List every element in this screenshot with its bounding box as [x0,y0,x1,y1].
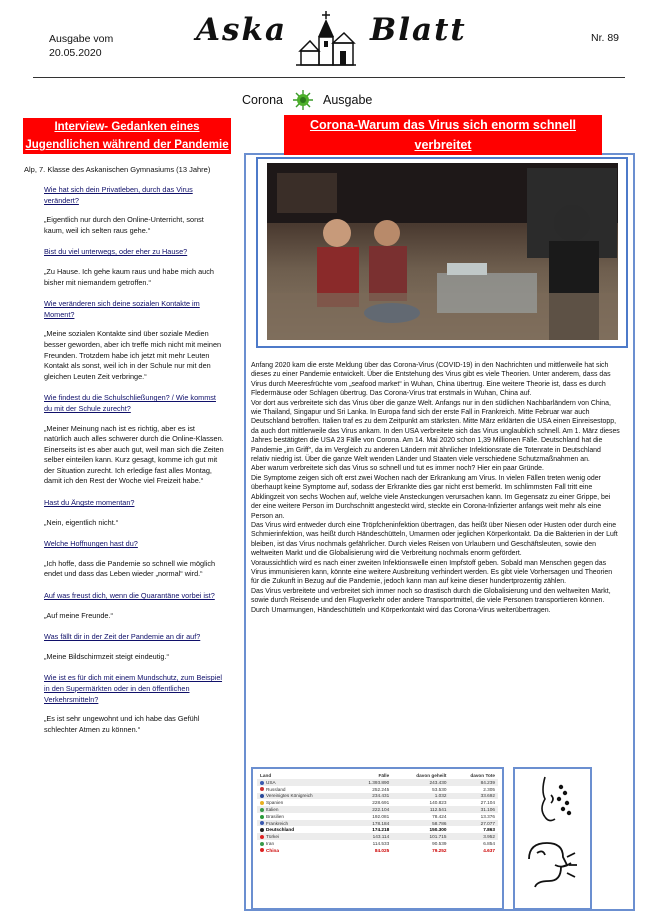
article-paragraph: Das Virus wird entweder durch eine Tröpfcheninfektion übertragen, das heißt über Niesen oder Husten oder durch eine Schmierinfektion, was heißt durch Händeschütteln, Umarmen oder jeglichen Körperkontakt. Da die Bakterien in der Luft bleiben, ist das Virus nochmals gefährlicher. Durch vieles Reisen von Urlaubern und Geschäftsleuten, sowie den weltweiten Markt und die Globalisierung wird die Verbreitung nochmals enorm gefördert. [251,521,618,558]
flag-icon [260,787,264,791]
flag-icon [260,835,264,839]
interview-body [44,185,224,746]
interview-answer: „Zu Hause. Ich gehe kaum raus und habe mich auch bisher mit niemandem getroffen.“ [44,266,214,287]
flag-icon [260,808,264,812]
cell-deaths-text: 33.692 [480,793,495,799]
cell-recovered-text: 1.032 [434,793,447,799]
cell-recovered [392,833,449,840]
article-paragraph: Das Virus verbreitete und verbreitet sich immer noch so drastisch durch die Globalisierung und den weltweiten Markt, sowie durch Reisende und den Flugverkehr oder andere Transportmittel, die viele Personen transportieren können. Durch Umarmungen, Händeschütteln und Körperkontakt wird das Corona-Virus weiterübertragen. [251,587,611,614]
interview-answer: „Ich hoffe, dass die Pandemie so schnell wie möglich endet und dass das Leben wieder „normal“ wird.“ [44,558,216,579]
edition-label-right: Ausgabe [323,93,373,107]
cell-recovered [392,793,449,800]
cell-recovered [392,779,449,786]
interview-answer: „Nein, eigentlich nicht.“ [44,517,119,527]
header-land: Land [260,773,272,778]
table-row [257,833,498,840]
issue-date: 20.05.2020 [49,47,102,59]
cell-country [257,806,350,813]
cell-country [257,786,350,793]
article-heading [284,115,602,155]
cell-recovered [392,813,449,820]
interview-answer: „Meine Bildschirmzeit steigt eindeutig.“ [44,651,169,661]
cell-country-text: Russland [266,786,286,792]
cell-deaths-text: 3.952 [483,834,495,840]
cell-country-text: Spanien [266,800,284,806]
cell-deaths-text: 27.104 [480,800,495,806]
cell-cases [350,826,392,833]
interview-question: Bist du viel unterwegs, oder eher zu Hause? [44,247,188,257]
cell-cases [350,820,392,827]
cell-country-text: Frankreich [266,820,289,826]
cell-country-text: Türkei [266,834,280,840]
table-row [257,813,498,820]
cell-cases [350,806,392,813]
corona-stats-table [257,772,498,854]
cell-recovered [392,847,449,854]
cell-country-text: Vereinigtes Königreich [266,793,313,799]
interview-answer: „Eigentlich nur durch den Online-Unterricht, sonst kaum, weil ich selten raus gehe.“ [44,215,204,235]
cell-recovered-text: 101.715 [429,834,447,840]
cell-recovered-text: 150.300 [429,827,447,833]
cell-cases [350,840,392,847]
interviewee-line: Alp, 7. Klasse des Askanischen Gymnasiums (13 Jahre) [24,165,211,174]
cell-cases-text: 1.393.890 [368,779,390,785]
cell-cases-text: 222.104 [372,807,390,813]
interview-question: Wie hat sich dein Privatleben, durch das Virus verändert? [44,185,193,205]
article-paragraph: Anfang 2020 kam die erste Meldung über das Corona-Virus (COVID-19) in den Nachrichten und mittlerweile hat sich dieses zu einer Pandemie entwickelt. Über die Entstehung des Virus gibt es viele Theorien. Unter anderem, dass das Virus durch Meeresfrüchte vom „seafood market“ in Wuhan, China übertrug. Eine weitere Theorie ist, dass es durch Fledermäuse oder Schlagen übertrug. Das Corona-Virus trat erstmals in Wuhan, China auf. [251,362,611,398]
interview-question: Wie veränderen sich deine sozialen Kontakte im Moment? [44,299,200,319]
cell-country-text: Italien [266,807,279,813]
cell-cases [350,847,392,854]
cell-cases-text: 234.431 [372,793,390,799]
interview-heading-line2: Jugendlichen während der Pandemie [25,139,229,151]
cell-country [257,813,350,820]
table-row [257,793,498,800]
cell-cases [350,813,392,820]
cell-deaths [449,779,498,786]
cell-deaths [449,799,498,806]
virus-icon [291,89,315,111]
cell-deaths [449,813,498,820]
table-row [257,847,498,854]
article-body [251,361,621,615]
flag-icon [260,801,264,805]
stats-body [257,779,498,854]
cell-deaths-text: 2.305 [483,786,495,792]
cell-deaths-text: 7.863 [483,827,495,833]
cell-recovered-text: 112.541 [429,807,447,813]
interview-question: Hast du Ängste momentan? [44,498,135,508]
cell-cases [350,786,392,793]
cell-deaths [449,793,498,800]
cell-deaths [449,820,498,827]
cell-deaths [449,826,498,833]
cell-deaths [449,847,498,854]
flag-icon [260,821,264,825]
cell-recovered-text: 90.539 [432,840,447,846]
table-header-row [257,772,498,779]
cell-country [257,779,350,786]
cell-cases [350,799,392,806]
interview-question: Auf was freust dich, wenn die Quarantäne vorbei ist? [44,591,215,601]
cell-country-text: Deutschland [266,827,295,833]
cell-country-text: Iran [266,840,275,846]
cell-recovered-text: 79.252 [432,847,447,853]
cell-deaths-text: 13.376 [480,813,495,819]
table-row [257,799,498,806]
cell-recovered [392,826,449,833]
table-row [257,840,498,847]
edition-line [242,89,372,111]
cell-cases-text: 178.184 [372,820,390,826]
cell-deaths-text: 4.637 [483,847,495,853]
cough-icon [529,843,577,887]
flag-icon [260,848,264,852]
cell-cases-text: 114.533 [372,840,390,846]
cell-country-text: China [266,847,280,853]
sneeze-cough-icons [515,769,590,908]
masthead-title-right: Blatt [370,12,467,48]
table-row [257,786,498,793]
cell-recovered [392,786,449,793]
issue-label: Ausgabe vom [49,33,114,45]
cell-recovered [392,820,449,827]
church-logo [296,11,356,67]
interview-answer: „Meine sozialen Kontakte sind über soziale Medien besser geworden, aber ich treffe mich nicht mit meinen Freunden. Trotzdem habe ich jetzt mit mehr Leuten Kontakt als sonst, weil ich in der Schule nur mit den gleichen Leuten Zeit verbringe.“ [44,329,222,381]
cell-deaths-text: 27.077 [480,820,495,826]
header-geheilt: davon geheilt [416,773,447,778]
cell-country-text: Brasilien [266,813,284,819]
table-row [257,826,498,833]
interview-heading-line1: Interview- Gedanken eines [54,121,200,133]
cell-country [257,826,350,833]
issue-number: Nr. 89 [591,32,620,44]
interview-answer: „Meiner Meinung nach ist es richtig, aber es ist natürlich auch alles schwerer durch die Online-Klassen. Einerseits ist es aber auch gut, weil man sich die Zeiten selber einteilen kann. Kurz gesagt, komme ich gut mit der Situation zurecht. Ich erledige fast alles Montag, damit ich den Rest der Woche viel Freizeit habe.“ [44,423,224,486]
header-tote: davon Tote [470,773,495,778]
interview-question: Welche Hoffnungen hast du? [44,539,138,549]
cell-country [257,833,350,840]
cell-cases-text: 252.245 [372,786,390,792]
table-row [257,779,498,786]
article-heading-line2: verbreitet [414,138,472,152]
icons-frame [513,767,592,910]
cell-country [257,840,350,847]
cell-cases-text: 228.691 [372,800,390,806]
cell-country [257,847,350,854]
header-faelle: Fälle [378,773,390,778]
issue-date-block [49,32,113,60]
cell-cases-text: 192.081 [372,813,390,819]
cell-recovered [392,840,449,847]
header-divider [33,77,625,78]
cell-country [257,820,350,827]
market-photo [267,163,618,340]
sneeze-icon [542,777,570,821]
flag-icon [260,781,264,785]
interview-heading [23,118,231,154]
cell-deaths [449,806,498,813]
cell-recovered-text: 78.424 [432,813,447,819]
article-heading-line1: Corona-Warum das Virus sich enorm schnell [309,118,577,132]
article-paragraph: Voraussichtlich wird es nach einer zweiten Infektionswelle einen Impfstoff geben. Sobald man Menschen gegen das Virus immunisieren kann, könnte eine weitere Ausbreitung verhindert werden. Es gibt viele Vorhersagen und Theorien für die Zukunft in Bezug auf die Pandemie, jedoch kann man auf keine dieser hundertprozentig zählen. [251,559,613,586]
interview-answer: „Auf meine Freunde.“ [44,610,113,620]
article-paragraph: Die Symptome zeigen sich oft erst zwei Wochen nach der Erkrankung am Virus. In vielen Fällen treten wenig oder überhaupt keine Symptome auf, sodass der Erkrankte dies gar nicht erst bemerkt. Im schlimmsten Fall tritt eine Abklingzeit von sechs Wochen auf, welche viele Ansteckungen verursachen kann. Im Gegensatz zu einer Grippe, bei der eine weitere Person im Durchschnitt angesteckt wird, steckte ein Corona-Infizierter anfangs weit mehr als eine Person an. [251,474,611,520]
cell-deaths-text: 84.239 [480,779,495,785]
interview-question: Wie ist es für dich mit einem Mundschutz, zum Beispiel in den Supermärkten oder in den öffentlichen Verkehrsmitteln? [44,673,223,704]
cell-recovered-text: 58.786 [432,820,447,826]
cell-recovered-text: 53.530 [432,786,447,792]
cell-country [257,793,350,800]
article-paragraph: Aber warum verbreitete sich das Virus so schnell und tut es immer noch? Hier ein paar Gründe. [251,465,544,473]
cell-recovered-text: 243.430 [429,779,447,785]
cell-cases [350,833,392,840]
cell-cases-text: 84.025 [374,847,390,853]
cell-recovered [392,799,449,806]
flag-icon [260,815,264,819]
cell-recovered-text: 140.823 [429,800,447,806]
interview-question: Wie findest du die Schulschließungen? / Wie kommst du mit der Schule zurecht? [44,393,216,413]
table-row [257,806,498,813]
cell-country-text: USA [266,779,276,785]
flag-icon [260,828,264,832]
flag-icon [260,794,264,798]
cell-deaths-text: 31.106 [480,807,495,813]
cell-country [257,799,350,806]
table-row [257,820,498,827]
edition-label-left: Corona [242,93,283,107]
cell-deaths [449,833,498,840]
cell-cases-text: 174.218 [372,827,390,833]
cell-deaths-text: 6.854 [483,840,495,846]
interview-answer: „Es ist sehr ungewohnt und ich habe das Gefühl schlechter Atmen zu können.“ [44,714,200,734]
flag-icon [260,842,264,846]
interview-question: Was fällt dir in der Zeit der Pandemie an dir auf? [44,632,201,642]
article-paragraph: Vor dort aus verbreitete sich das Virus über die ganze Welt. Anfangs nur in den südlichen Nachbarländern von China, wie Thailand, Singapur und Sri Lanka. In Europa fand sich der erste Fall in Frankreich. Mitte Februar war auch Deutschland betroffen. Italien traf es zu dem Zeitpunkt am stärksten. Mitte März erklärten die USA einen Einreisestopp, da auch dort mittlerweile das Virus ankam. In den USA verbreitete sich das Virus unglaublich schnell. Am 1. März dieses Jahres bestätigten die USA 23 Fälle von Corona. Am 14. Mai 2020 schon 1,39 Millionen Fälle. Deutschland hat die Pandemie „im Griff“, da im Vergleich zu anderen Ländern mit ähnlicher Infektionsrate die Totenrate in Deutschland relativ niedrig ist. Über die ganze Welt wenden Länder und Staaten viele verschiedene Schutzmaßnahmen an. [251,399,620,464]
masthead-title-left: Aska [196,12,288,48]
cell-cases-text: 143.114 [372,834,390,840]
cell-recovered [392,806,449,813]
cell-deaths [449,786,498,793]
cell-cases [350,779,392,786]
cell-cases [350,793,392,800]
cell-deaths [449,840,498,847]
